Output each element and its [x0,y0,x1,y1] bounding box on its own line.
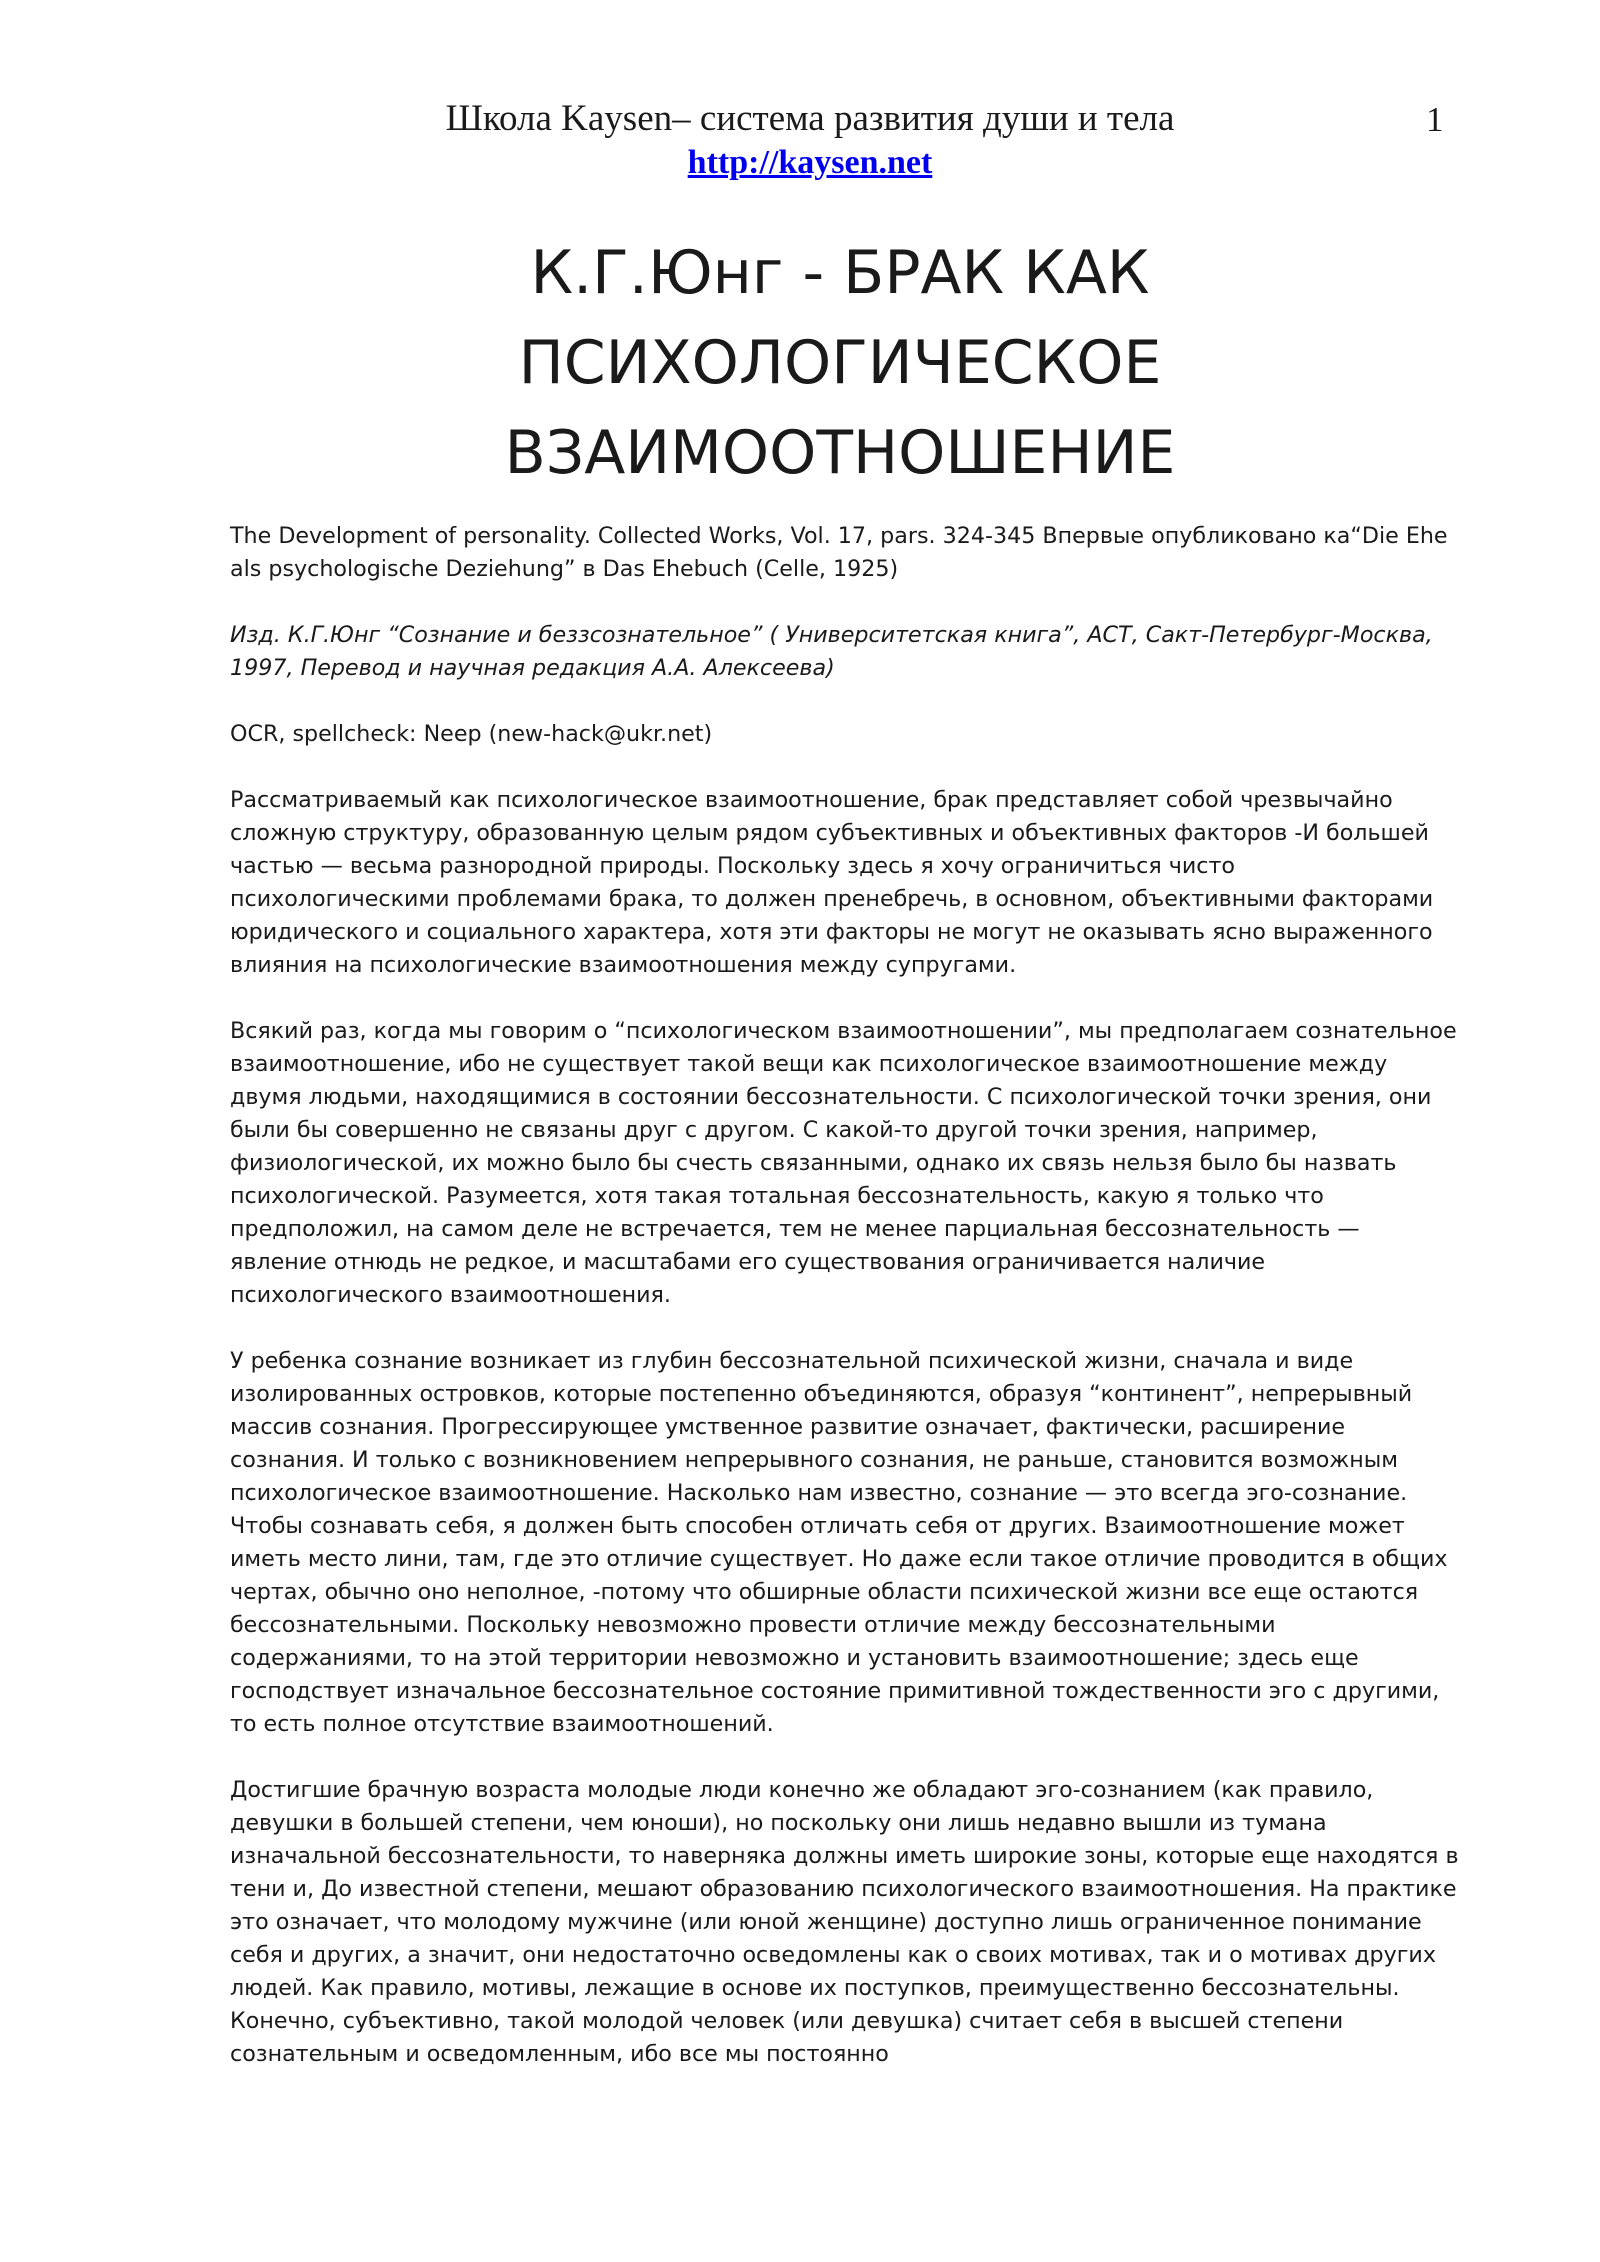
body-paragraph: Всякий раз, когда мы говорим о “психологическом взаимоотношении”, мы предполагаем сознательное взаимоотношение, ибо не существует такой вещи как психологическое взаимоотношение между двумя людьми, находящимися в состоянии бессознательности. С психологической точки зрения, они были бы совершенно не связаны друг с другом. С какой-то другой точки зрения, например, физиологической, их можно было бы счесть связанными, однако их связь нельзя было бы назвать психологической. Разумеется, хотя такая тотальная бессознательность, какую я только что предположил, на самом деле не встречается, тем не менее парциальная бессознательность — явление отнюдь не редкое, и масштабами его существования ограничивается наличие психологического взаимоотношения. [230,1018,1457,1308]
page-number: 1 [1426,100,1444,139]
document-body [230,520,1460,2104]
header-title: Школа Kaysen– система развития души и тела [445,98,1175,139]
site-link[interactable]: http://kaysen.net [687,144,933,181]
source-note: The Development of personality. Collected Works, Vol. 17, pars. 324-345 Впервые опубликовано ка“Die Ehe als psychologische Deziehung” в Das Ehebuch (Celle, 1925) [230,523,1448,582]
document-title: К.Г.Юнг - БРАК КАК ПСИХОЛОГИЧЕСКОЕ ВЗАИМООТНОШЕНИЕ [504,238,1176,488]
credits-note: OCR, spellcheck: Neep (new-hack@ukr.net) [230,721,713,747]
body-paragraph: Достигшие брачную возраста молодые люди конечно же обладают эго-сознанием (как правило, девушки в большей степени, чем юноши), но поскольку они лишь недавно вышли из тумана изначальной бессознательности, то наверняка должны иметь широкие зоны, которые еще находятся в тени и, До известной степени, мешают образованию психологического взаимоотношения. На практике это означает, что молодому мужчине (или юной женщине) доступно лишь ограниченное понимание себя и других, а значит, они недостаточно осведомлены как о своих мотивах, так и о мотивах других людей. Как правило, мотивы, лежащие в основе их поступков, преимущественно бессознательны. Конечно, субъективно, такой молодой человек (или девушка) считает себя в высшей степени сознательным и осведомленным, ибо все мы постоянно [230,1777,1459,2067]
body-paragraph: У ребенка сознание возникает из глубин бессознательной психической жизни, сначала и виде изолированных островков, которые постепенно объединяются, образуя “континент”, непрерывный массив сознания. Прогрессирующее умственное развитие означает, фактически, расширение сознания. И только с возникновением непрерывного сознания, не раньше, становится возможным психологическое взаимоотношение. Насколько нам известно, сознание — это всегда эго-сознание. Чтобы сознавать себя, я должен быть способен отличать себя от других. Взаимоотношение может иметь место лини, там, где это отличие существует. Но даже если такое отличие проводится в общих чертах, обычно оно неполное, -потому что обширные области психической жизни все еще остаются бессознательными. Поскольку невозможно провести отличие между бессознательными содержаниями, то на этой территории невозможно и установить взаимоотношение; здесь еще господствует изначальное бессознательное состояние примитивной тождественности эго с другими, то есть полное отсутствие взаимоотношений. [230,1348,1448,1737]
page-header [0,96,1600,184]
edition-note: Изд. К.Г.Юнг “Сознание и беззсознательное” ( Университетская книга”, АСТ, Сакт-Петербург-Москва, 1997, Перевод и научная редакция А.А. Алексеева) [230,622,1433,681]
body-paragraph: Рассматриваемый как психологическое взаимоотношение, брак представляет собой чрезвычайно сложную структуру, образованную целым рядом субъективных и объективных факторов -И большей частью — весьма разнородной природы. Поскольку здесь я хочу ограничиться чисто психологическими проблемами брака, то должен пренебречь, в основном, объективными факторами юридического и социального характера, хотя эти факторы не могут не оказывать ясно выраженного влияния на психологические взаимоотношения между супругами. [230,787,1434,978]
